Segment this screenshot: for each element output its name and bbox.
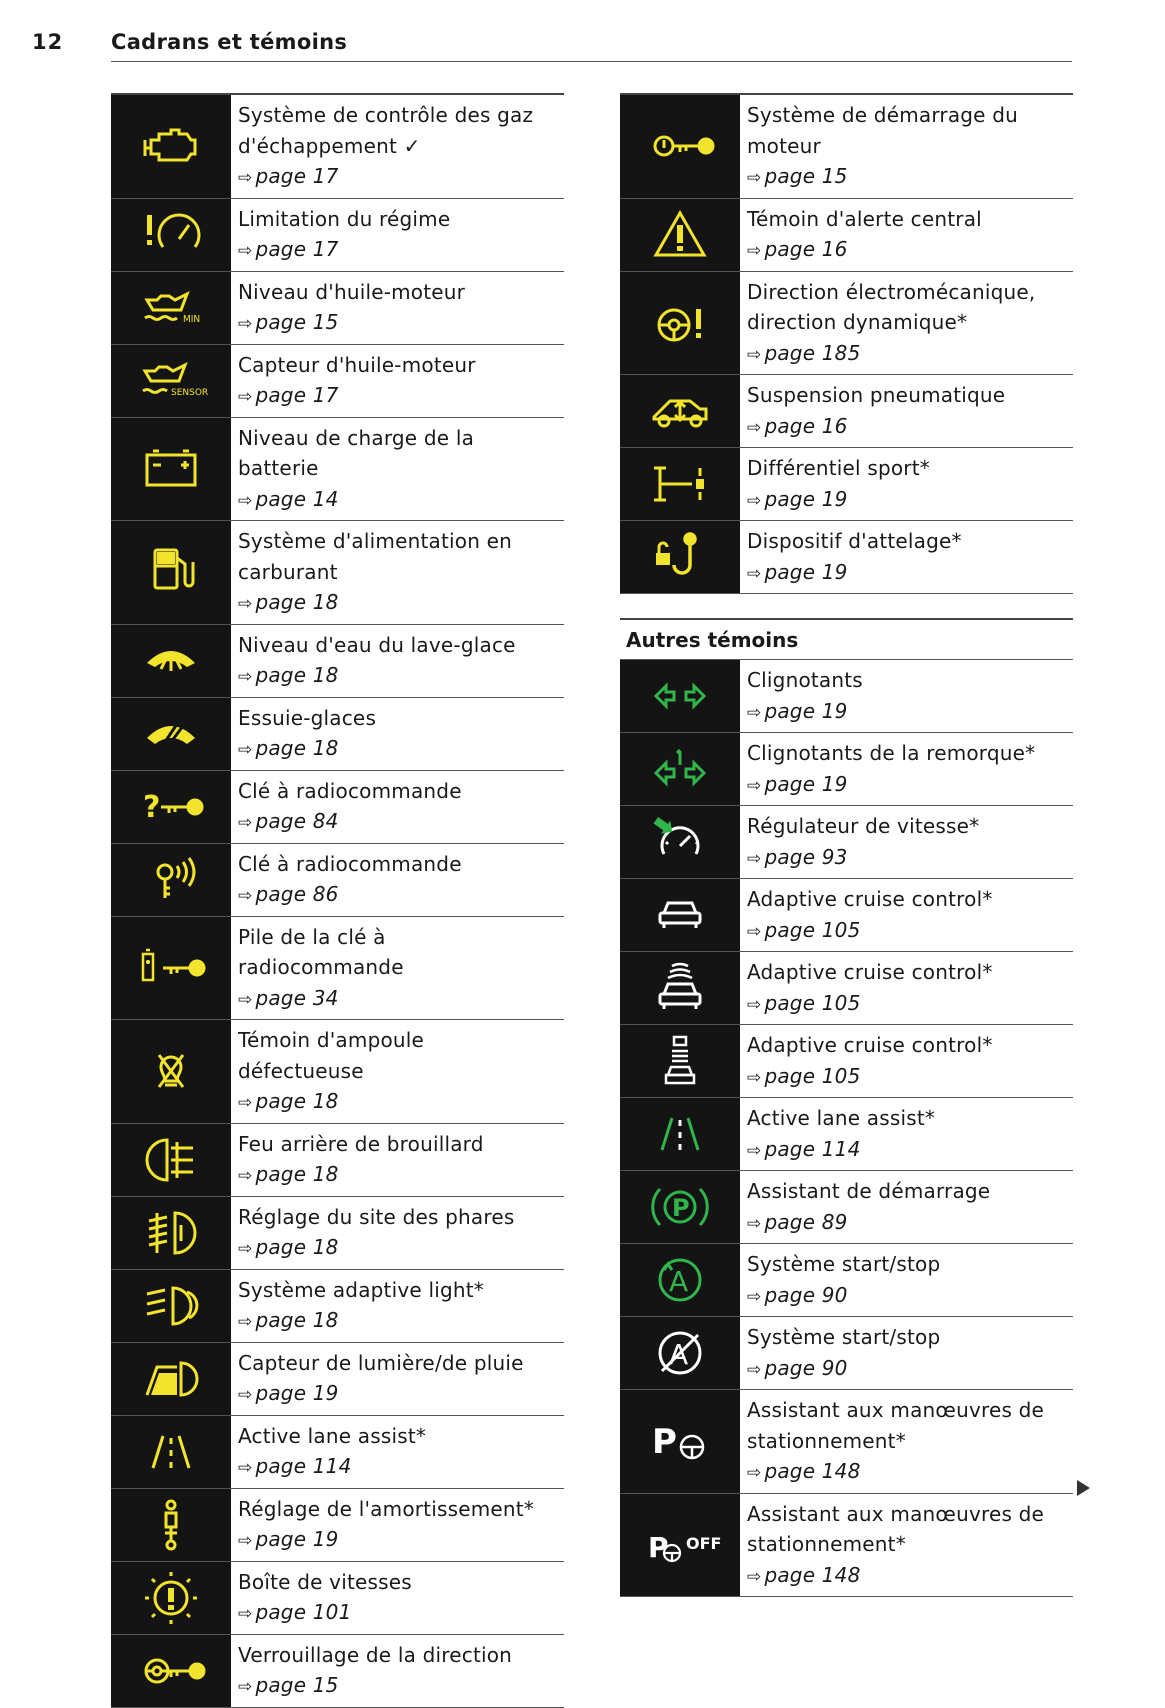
indicator-text	[231, 844, 564, 916]
indicator-text	[231, 199, 564, 271]
indicator-label: Clignotants	[747, 668, 863, 692]
indicator-row	[111, 625, 564, 698]
reference-arrow-icon: ⇨	[747, 563, 762, 584]
indicator-row	[620, 521, 1073, 594]
indicator-row	[620, 272, 1073, 376]
indicator-row	[111, 844, 564, 917]
indicator-label: Système de démarrage du moteur	[747, 103, 1019, 158]
engine-start-key-icon	[620, 95, 740, 198]
reference-arrow-icon: ⇨	[238, 314, 253, 334]
indicator-text	[740, 521, 1073, 593]
page-reference: page 105	[764, 1063, 861, 1088]
reference-arrow-icon: ⇨	[747, 994, 762, 1015]
indicator-text	[740, 199, 1073, 271]
page-reference: page 86	[255, 882, 339, 906]
page-reference-link[interactable]	[238, 983, 564, 1016]
reference-arrow-icon: ⇨	[747, 490, 762, 511]
left-column	[111, 93, 564, 1708]
indicator-row	[620, 93, 1073, 199]
indicator-text	[740, 95, 1073, 198]
indicator-row	[111, 1124, 564, 1197]
svg-text:A: A	[669, 1338, 689, 1371]
indicator-label: Pile de la clé à radiocommande	[238, 924, 404, 979]
indicator-label: Système start/stop	[747, 1252, 941, 1276]
cruise-control-icon	[620, 806, 740, 878]
page-reference: page 18	[255, 590, 339, 614]
indicator-text	[740, 1390, 1073, 1493]
page-reference-link[interactable]	[238, 1159, 564, 1192]
indicator-text	[231, 698, 564, 770]
indicator-label: Assistant aux manœuvres de stationnement*	[747, 1501, 1045, 1556]
reference-arrow-icon: ⇨	[238, 1166, 253, 1186]
indicator-row	[111, 1197, 564, 1270]
indicator-label: Direction électromécanique, direction dynamique*	[747, 279, 1036, 334]
page-reference: page 16	[764, 413, 848, 438]
reference-arrow-icon: ⇨	[747, 775, 762, 796]
indicator-label: Témoin d'ampoule défectueuse	[238, 1028, 425, 1083]
indicator-row	[620, 952, 1073, 1025]
page-reference: page 19	[764, 771, 848, 796]
reference-arrow-icon: ⇨	[238, 594, 253, 614]
page-reference: page 17	[255, 383, 339, 407]
indicator-label: Clé à radiocommande	[238, 778, 462, 803]
page-reference-link[interactable]	[747, 1353, 1073, 1386]
indicator-text	[740, 1244, 1073, 1316]
reference-arrow-icon: ⇨	[747, 1566, 762, 1587]
indicator-label: Active lane assist*	[747, 1106, 936, 1130]
reference-arrow-icon: ⇨	[238, 667, 253, 687]
indicator-label: Boîte de vitesses	[238, 1569, 412, 1594]
page-reference: page 17	[255, 237, 339, 261]
section-title: Autres témoins	[620, 618, 1073, 660]
page-reference-link[interactable]	[238, 1232, 564, 1265]
damper-icon	[111, 1489, 231, 1561]
page-reference-link[interactable]	[747, 842, 1073, 875]
engine-check-icon	[111, 95, 231, 198]
page-reference-link[interactable]	[747, 1207, 1073, 1240]
page-reference: page 18	[255, 1308, 339, 1332]
indicator-text	[740, 733, 1073, 805]
reference-arrow-icon: ⇨	[238, 1385, 253, 1405]
indicator-row	[111, 1343, 564, 1416]
indicator-label: Essuie-glaces	[238, 705, 377, 730]
indicator-label: Système de contrôle des gaz d'échappement ✓	[238, 103, 534, 158]
acc-car-waves-icon	[620, 952, 740, 1024]
indicator-row	[111, 917, 564, 1021]
indicator-label: Adaptive cruise control*	[747, 887, 993, 911]
indicator-row	[620, 199, 1073, 272]
indicator-row	[111, 199, 564, 272]
indicator-text	[231, 1020, 564, 1123]
page-reference-link[interactable]	[238, 1670, 564, 1703]
page-reference-link[interactable]	[747, 988, 1073, 1021]
reference-arrow-icon: ⇨	[238, 1677, 253, 1697]
reference-arrow-icon: ⇨	[238, 740, 253, 760]
oil-level-min-icon	[111, 272, 231, 344]
reference-arrow-icon: ⇨	[747, 702, 762, 723]
indicator-text	[740, 879, 1073, 951]
speed-limit-gauge-icon	[111, 199, 231, 271]
reference-arrow-icon: ⇨	[238, 1604, 253, 1624]
indicator-label: Témoin d'alerte central	[747, 206, 982, 231]
sport-differential-icon	[620, 448, 740, 520]
indicator-row	[620, 660, 1073, 733]
page-reference-link[interactable]	[747, 1280, 1073, 1313]
page-reference: page 18	[255, 736, 339, 760]
page-reference: page 15	[255, 1673, 339, 1697]
svg-text:P: P	[652, 1422, 677, 1463]
reference-arrow-icon: ⇨	[238, 989, 253, 1010]
svg-text:SENSOR: SENSOR	[171, 387, 209, 398]
indicator-label: Adaptive cruise control*	[747, 960, 993, 984]
indicator-text	[231, 345, 564, 417]
page-reference: page 105	[764, 990, 861, 1015]
reference-arrow-icon: ⇨	[238, 387, 253, 407]
page-reference: page 34	[255, 985, 339, 1010]
page-reference: page 185	[764, 340, 861, 365]
page-reference-link[interactable]	[238, 879, 564, 912]
indicator-row	[620, 1390, 1073, 1494]
reference-arrow-icon: ⇨	[747, 241, 762, 261]
indicator-text	[740, 375, 1073, 447]
indicator-text	[231, 1635, 564, 1707]
page-reference-link[interactable]	[238, 307, 564, 340]
washer-fluid-icon	[111, 625, 231, 697]
page-reference: page 84	[255, 809, 339, 833]
warning-triangle-icon	[620, 199, 740, 271]
page-reference-link[interactable]	[747, 1456, 1073, 1489]
page-reference-link[interactable]	[238, 380, 564, 413]
indicator-text	[231, 1489, 564, 1561]
indicator-row	[111, 521, 564, 625]
indicator-row	[620, 1098, 1073, 1171]
page-reference: page 90	[764, 1282, 848, 1307]
acc-car-distance-icon	[620, 1025, 740, 1097]
page-reference: page 101	[255, 1600, 352, 1624]
reference-arrow-icon: ⇨	[238, 1312, 253, 1332]
reference-arrow-icon: ⇨	[747, 848, 762, 869]
page-reference: page 105	[764, 917, 861, 942]
indicator-row	[111, 1562, 564, 1635]
page-reference-link[interactable]	[747, 1061, 1073, 1094]
page-title: Cadrans et témoins	[111, 30, 348, 54]
air-suspension-icon	[620, 375, 740, 447]
page-reference: page 90	[764, 1355, 848, 1380]
indicator-text	[740, 1494, 1073, 1597]
indicator-label: Réglage de l'amortissement*	[238, 1496, 535, 1521]
battery-icon	[111, 418, 231, 521]
reference-arrow-icon: ⇨	[747, 417, 762, 438]
reference-arrow-icon: ⇨	[747, 921, 762, 942]
indicator-text	[231, 1562, 564, 1634]
page-reference: page 18	[255, 663, 339, 687]
indicator-label: Clignotants de la remorque*	[747, 741, 1036, 765]
page-reference-link[interactable]	[238, 1086, 564, 1119]
indicator-label: Assistant aux manœuvres de stationnement*	[747, 1398, 1045, 1453]
page-reference-link[interactable]	[238, 1597, 564, 1630]
indicator-row	[111, 1635, 564, 1708]
indicator-row	[111, 93, 564, 199]
indicator-label: Active lane assist*	[238, 1423, 427, 1448]
page-reference: page 148	[764, 1459, 861, 1483]
indicator-text	[231, 771, 564, 843]
headlight-range-icon	[111, 1197, 231, 1269]
page-reference-link[interactable]	[238, 587, 564, 620]
rear-fog-icon	[111, 1124, 231, 1196]
page-reference: page 17	[255, 164, 339, 188]
indicator-text	[231, 1124, 564, 1196]
indicator-row	[111, 1270, 564, 1343]
reference-arrow-icon: ⇨	[238, 1458, 253, 1478]
indicator-row	[620, 1494, 1073, 1598]
light-rain-sensor-icon	[111, 1343, 231, 1415]
indicator-row	[111, 418, 564, 522]
reference-arrow-icon: ⇨	[747, 344, 762, 365]
indicator-text	[740, 1025, 1073, 1097]
right-main-list	[620, 93, 1073, 594]
indicator-row	[620, 1244, 1073, 1317]
indicator-text	[740, 1171, 1073, 1243]
indicator-row	[620, 1171, 1073, 1244]
steering-lock-icon	[111, 1635, 231, 1707]
steering-warning-icon	[620, 272, 740, 375]
trailer-hitch-icon	[620, 521, 740, 593]
indicator-label: Système d'alimentation en carburant	[238, 529, 513, 584]
svg-text:A: A	[669, 1265, 689, 1298]
gearbox-icon	[111, 1562, 231, 1634]
indicator-text	[231, 1270, 564, 1342]
indicator-label: Système adaptive light*	[238, 1277, 484, 1302]
lane-assist-icon	[111, 1416, 231, 1488]
page-reference: page 18	[255, 1162, 339, 1186]
page-reference-link[interactable]	[238, 161, 564, 194]
page-reference-link[interactable]	[747, 1134, 1073, 1167]
indicator-row	[620, 879, 1073, 952]
indicator-row	[111, 698, 564, 771]
page-reference: page 19	[764, 486, 848, 511]
page-reference: page 19	[255, 1381, 339, 1405]
page-reference: page 18	[255, 1089, 339, 1113]
reference-arrow-icon: ⇨	[747, 1067, 762, 1088]
reference-arrow-icon: ⇨	[747, 1140, 762, 1161]
reference-arrow-icon: ⇨	[238, 168, 253, 188]
indicator-text	[231, 1197, 564, 1269]
page-reference-link[interactable]	[747, 769, 1073, 802]
svg-text:MIN: MIN	[183, 313, 201, 325]
acc-car-icon	[620, 879, 740, 951]
indicator-label: Niveau d'eau du lave-glace	[238, 632, 516, 657]
indicator-row	[111, 1489, 564, 1562]
page-number: 12	[32, 30, 64, 54]
indicator-text	[231, 418, 564, 521]
reference-arrow-icon: ⇨	[238, 241, 253, 261]
indicator-text	[740, 806, 1073, 878]
key-signal-icon	[111, 844, 231, 916]
page-reference: page 15	[255, 310, 339, 334]
reference-arrow-icon: ⇨	[747, 168, 762, 188]
turn-signals-icon	[620, 660, 740, 732]
key-question-icon	[111, 771, 231, 843]
page-reference-link[interactable]	[238, 484, 564, 517]
indicator-row	[620, 1025, 1073, 1098]
other-indicators-list	[620, 660, 1073, 1597]
indicator-label: Verrouillage de la direction	[238, 1642, 513, 1667]
svg-text:?: ?	[143, 789, 161, 825]
page-reference: page 18	[255, 1235, 339, 1259]
page-reference: page 89	[764, 1209, 848, 1234]
indicator-text	[231, 272, 564, 344]
indicator-row	[620, 375, 1073, 448]
park-assist-off-icon	[620, 1494, 740, 1597]
oil-sensor-icon	[111, 345, 231, 417]
indicator-label: Régulateur de vitesse*	[747, 814, 980, 838]
svg-text:P: P	[672, 1194, 690, 1222]
adaptive-light-icon	[111, 1270, 231, 1342]
reference-arrow-icon: ⇨	[238, 1239, 253, 1259]
lane-assist-green-icon	[620, 1098, 740, 1170]
key-battery-icon	[111, 917, 231, 1020]
indicator-text	[231, 95, 564, 198]
indicator-text	[231, 625, 564, 697]
right-column	[620, 93, 1073, 1597]
indicator-text	[740, 660, 1073, 732]
reference-arrow-icon: ⇨	[747, 1213, 762, 1234]
indicator-text	[740, 448, 1073, 520]
page-reference-link[interactable]	[747, 915, 1073, 948]
bulb-failure-icon	[111, 1020, 231, 1123]
indicator-row	[620, 1317, 1073, 1390]
page-reference: page 16	[764, 237, 848, 261]
hill-hold-icon	[620, 1171, 740, 1243]
header-rule	[111, 61, 1072, 62]
icon-text: OFF	[686, 1533, 722, 1553]
indicator-text	[231, 917, 564, 1020]
reference-arrow-icon: ⇨	[238, 490, 253, 511]
indicator-row	[111, 1020, 564, 1124]
page-reference-link[interactable]	[238, 1378, 564, 1411]
page-reference: page 19	[764, 698, 848, 723]
page-reference: page 19	[255, 1527, 339, 1551]
page-reference: page 114	[255, 1454, 352, 1478]
reference-arrow-icon: ⇨	[747, 1359, 762, 1380]
indicator-row	[111, 771, 564, 844]
wiper-icon	[111, 698, 231, 770]
reference-arrow-icon: ⇨	[747, 1463, 762, 1483]
indicator-label: Capteur d'huile-moteur	[238, 352, 476, 377]
reference-arrow-icon: ⇨	[238, 1093, 253, 1113]
page-reference-link[interactable]	[747, 696, 1073, 729]
page-reference-link[interactable]	[238, 660, 564, 693]
park-assist-icon	[620, 1390, 740, 1493]
indicator-row	[111, 272, 564, 345]
indicator-label: Suspension pneumatique	[747, 383, 1006, 407]
page-reference-link[interactable]	[747, 411, 1073, 444]
page-header	[32, 28, 1072, 64]
indicator-label: Adaptive cruise control*	[747, 1033, 993, 1057]
page-reference-link[interactable]	[238, 234, 564, 267]
indicator-label: Assistant de démarrage	[747, 1179, 991, 1203]
page-reference: page 19	[764, 559, 848, 584]
trailer-turn-signals-icon	[620, 733, 740, 805]
indicator-label: Dispositif d'attelage*	[747, 529, 962, 553]
indicator-text	[740, 1317, 1073, 1389]
reference-arrow-icon: ⇨	[238, 1531, 253, 1551]
page-reference-link[interactable]	[747, 338, 1073, 371]
reference-arrow-icon: ⇨	[238, 886, 253, 906]
page-reference-link[interactable]	[747, 484, 1073, 517]
indicator-row	[620, 448, 1073, 521]
page-reference: page 14	[255, 486, 339, 511]
indicator-label: Feu arrière de brouillard	[238, 1131, 484, 1156]
page-reference: page 114	[764, 1136, 861, 1161]
page-reference-link[interactable]	[238, 1524, 564, 1557]
indicator-text	[740, 952, 1073, 1024]
indicator-label: Système start/stop	[747, 1325, 941, 1349]
svg-text:P: P	[648, 1530, 669, 1564]
indicator-label: Niveau d'huile-moteur	[238, 279, 466, 304]
reference-arrow-icon: ⇨	[238, 813, 253, 833]
start-stop-off-icon	[620, 1317, 740, 1389]
indicator-label: Différentiel sport*	[747, 456, 930, 480]
indicator-row	[620, 806, 1073, 879]
page-reference-link[interactable]	[747, 234, 1073, 267]
reference-arrow-icon: ⇨	[747, 1286, 762, 1307]
indicator-label: Limitation du régime	[238, 206, 451, 231]
page-reference: page 93	[764, 844, 848, 869]
indicator-row	[620, 733, 1073, 806]
indicator-text	[740, 1098, 1073, 1170]
indicator-text	[231, 521, 564, 624]
page-reference-link[interactable]	[747, 1560, 1073, 1593]
indicator-label: Clé à radiocommande	[238, 851, 462, 876]
indicator-row	[111, 1416, 564, 1489]
indicator-label: Niveau de charge de la batterie	[238, 425, 475, 480]
next-page-arrow-icon	[1077, 1480, 1090, 1496]
indicator-label: Capteur de lumière/de pluie	[238, 1350, 524, 1375]
page-reference-link[interactable]	[238, 733, 564, 766]
start-stop-icon	[620, 1244, 740, 1316]
indicator-row	[111, 345, 564, 418]
indicator-text	[231, 1416, 564, 1488]
page-reference-link[interactable]	[747, 557, 1073, 590]
page-reference: page 148	[764, 1562, 861, 1587]
indicator-text	[740, 272, 1073, 375]
page-reference-link[interactable]	[238, 1451, 564, 1484]
page-reference-link[interactable]	[238, 1305, 564, 1338]
fuel-pump-icon	[111, 521, 231, 624]
indicator-label: Réglage du site des phares	[238, 1204, 515, 1229]
page-reference: page 15	[764, 164, 848, 188]
page-reference-link[interactable]	[747, 161, 1073, 194]
page-reference-link[interactable]	[238, 806, 564, 839]
indicator-text	[231, 1343, 564, 1415]
